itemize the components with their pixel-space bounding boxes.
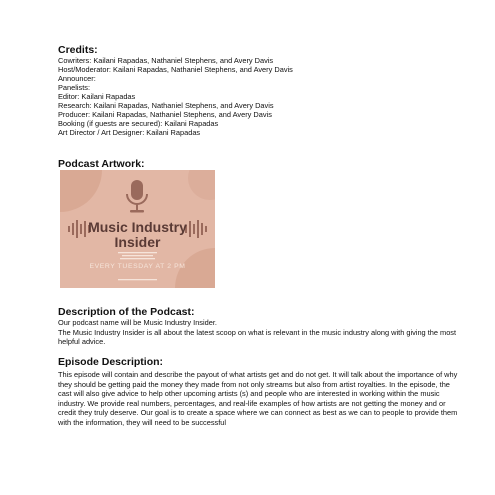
description-heading: Description of the Podcast: xyxy=(58,306,195,318)
credits-heading: Credits: xyxy=(58,44,98,56)
description-paragraph: The Music Industry Insider is all about the latest scoop on what is relevant in the music industry along with giving the most helpful advice. xyxy=(58,327,457,347)
credit-line: Research: Kailani Rapadas, Nathaniel Stephens, and Avery Davis xyxy=(58,101,274,110)
credits-section xyxy=(58,44,293,137)
corner-circle xyxy=(188,170,215,200)
credit-line: Producer: Kailani Rapadas, Nathaniel Stephens, and Avery Davis xyxy=(58,110,272,119)
description-section xyxy=(58,306,458,347)
sound-wave-icon xyxy=(185,220,207,238)
artwork-schedule: EVERY TUESDAY AT 2 PM xyxy=(89,263,186,270)
artwork-small-text xyxy=(118,279,157,280)
artwork-small-text xyxy=(118,252,157,259)
credit-line: Announcer: xyxy=(58,74,96,83)
podcast-artwork-graphic xyxy=(60,170,215,288)
artwork-title-line1: Music Industry xyxy=(88,219,187,235)
podcast-artwork xyxy=(60,170,215,288)
episode-section xyxy=(58,356,458,428)
credit-line: Art Director / Art Designer: Kailani Rapadas xyxy=(58,128,201,137)
artwork-title-line2: Insider xyxy=(114,234,161,250)
credit-line: Booking (if guests are secured): Kailani Rapadas xyxy=(58,119,219,128)
credit-line: Editor: Kailani Rapadas xyxy=(58,92,136,101)
credit-line: Panelists: xyxy=(58,83,91,92)
description-paragraph: Our podcast name will be Music Industry Insider. xyxy=(58,318,217,327)
microphone-icon xyxy=(127,180,147,213)
artwork-heading: Podcast Artwork: xyxy=(58,158,145,170)
corner-circle xyxy=(60,170,102,212)
credit-line: Cowriters: Kailani Rapadas, Nathaniel Stephens, and Avery Davis xyxy=(58,56,274,65)
sound-wave-icon xyxy=(68,220,90,238)
episode-text: This episode will contain and describe the payout of what artists get and do not get. It will talk about the importance of why they should be getting paid the money they made from not only streams but also from artist royalties. In the episode, the cast will also give advice to help other upcoming artists (s) and people who are interested in working within the music industry. We provide real numbers, percentages, and real-life examples of how artists are not getting the money and or credit they truly deserve. Our goal is to create a space where we can connect as best as we can to people to provide them with the information, they will need to be successful xyxy=(58,370,458,427)
episode-heading: Episode Description: xyxy=(58,356,164,368)
credit-line: Host/Moderator: Kailani Rapadas, Nathaniel Stephens, and Avery Davis xyxy=(58,65,293,74)
